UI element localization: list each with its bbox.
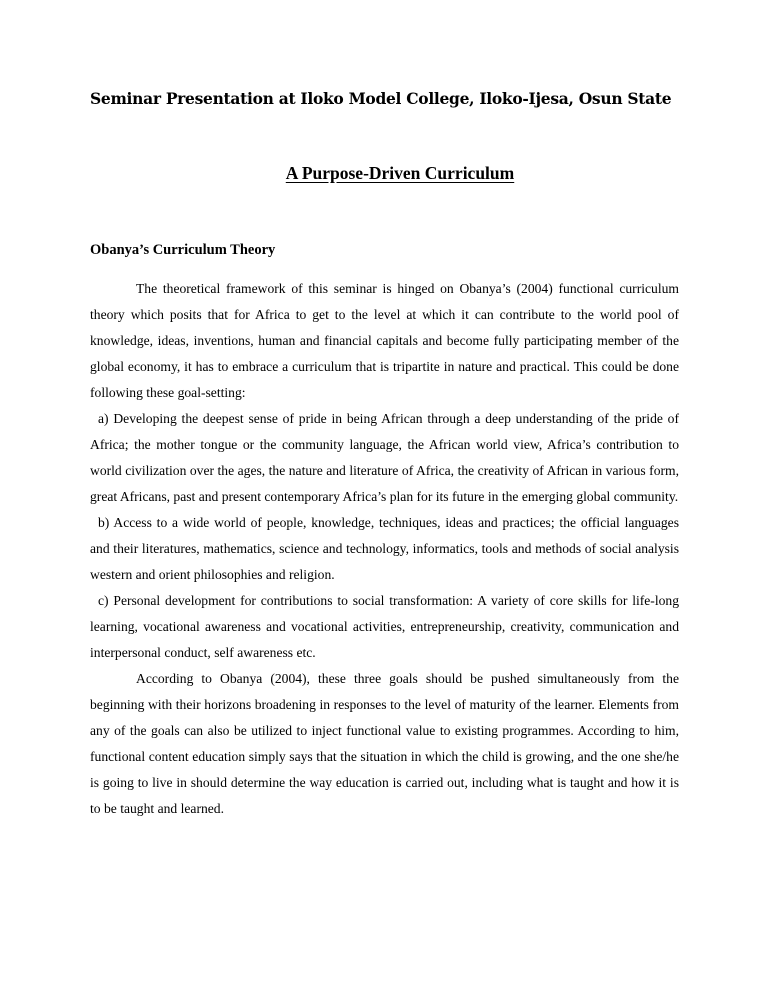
document-title-wrapper	[0, 163, 768, 184]
closing-paragraph: According to Obanya (2004), these three goals should be pushed simultaneously from the beginning with their horizons broadening in responses to the level of maturity of the learner. Elements from any of the goals can also be utilized to inject functional value to existing programmes. According to him, functional content education simply says that the situation in which the child is growing, and the one she/he is going to live in should determine the way education is carried out, including what is taught and how it is to be taught and learned.	[90, 671, 679, 816]
goal-item-c: c) Personal development for contributions to social transformation: A variety of core skills for life-long learning, vocational awareness and vocational activities, entrepreneurship, creativity, communication and interpersonal conduct, self awareness etc.	[90, 593, 679, 660]
goal-item-a: a) Developing the deepest sense of pride in being African through a deep understanding of the pride of Africa; the mother tongue or the community language, the African world view, Africa’s contribution to world civilization over the ages, the nature and literature of Africa, the creativity of African in various form, great Africans, past and present contemporary Africa’s plan for its future in the emerging global community.	[90, 411, 679, 504]
goal-item-b: b) Access to a wide world of people, knowledge, techniques, ideas and practices; the official languages and their literatures, mathematics, science and technology, informatics, tools and methods of social analysis western and orient philosophies and religion.	[90, 515, 679, 582]
section-heading: Obanya’s Curriculum Theory	[90, 242, 276, 258]
intro-paragraph: The theoretical framework of this seminar is hinged on Obanya’s (2004) functional curriculum theory which posits that for Africa to get to the level at which it can contribute to the world pool of knowledge, ideas, inventions, human and financial capitals and become fully participating member of the global economy, it has to embrace a curriculum that is tripartite in nature and practical. This could be done following these goal-setting:	[90, 281, 679, 400]
document-body	[90, 276, 679, 822]
document-title: A Purpose-Driven Curriculum	[285, 163, 515, 183]
seminar-header: Seminar Presentation at Iloko Model College, Iloko-Ijesa, Osun State	[90, 89, 672, 108]
